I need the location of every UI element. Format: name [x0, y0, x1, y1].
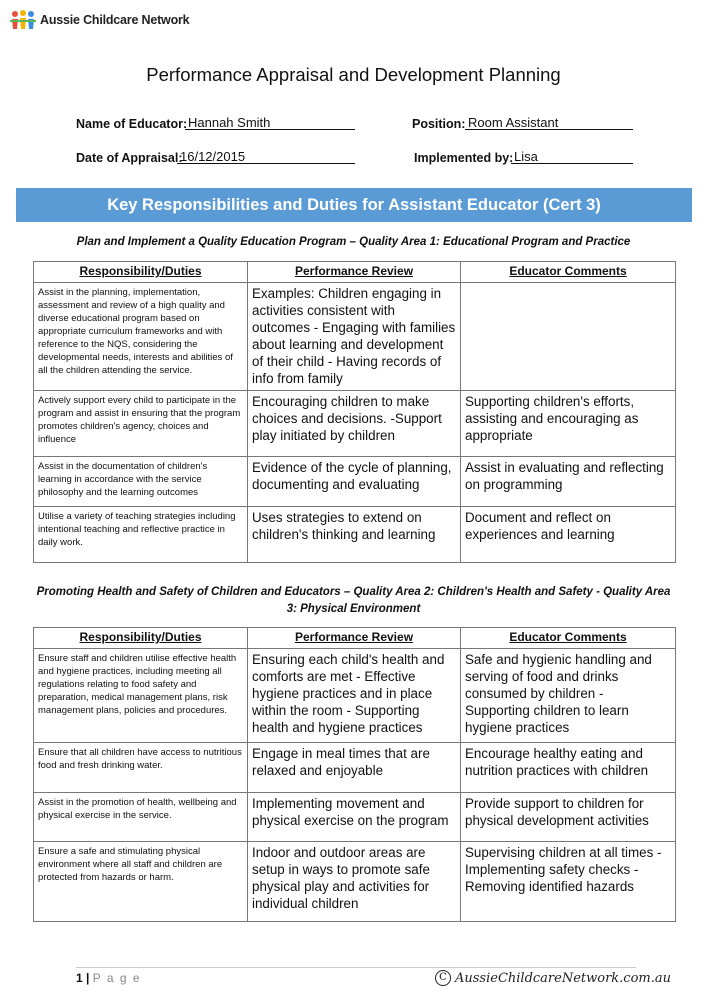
table-row [34, 793, 676, 842]
column-header-responsibility: Responsibility/Duties [34, 262, 248, 283]
page-title: Performance Appraisal and Development Planning [146, 64, 561, 85]
responsibility-cell: Actively support every child to participate in the program and assist in ensuring that the program promotes children's agency, choices and influence [34, 391, 248, 457]
column-header-educator-comments: Educator Comments [461, 628, 676, 649]
responsibilities-table-qa2-3 [33, 627, 676, 922]
educator-name-label: Name of Educator: [76, 117, 188, 131]
review-cell: Encouraging children to make choices and decisions. -Support play initiated by children [248, 391, 461, 457]
table-row [34, 283, 676, 391]
table-row [34, 649, 676, 743]
comments-cell: Supporting children's efforts, assisting and encouraging as appropriate [461, 391, 676, 457]
table-header-row [34, 262, 676, 283]
review-cell: Engage in meal times that are relaxed and enjoyable [248, 743, 461, 793]
page-number: 1 [76, 971, 83, 985]
section-banner: Key Responsibilities and Duties for Assistant Educator (Cert 3) [16, 188, 692, 222]
position-label: Position: [412, 117, 466, 131]
comments-cell: Safe and hygienic handling and serving of food and drinks consumed by children - Supporting children to learn hygiene practices [461, 649, 676, 743]
table-row [34, 743, 676, 793]
responsibility-cell: Assist in the planning, implementation, assessment and review of a high quality and diverse educational program based on appropriate curriculum frameworks and with reference to the NQS, considering the developmental needs, interests and abilities of all the children attending the service. [34, 283, 248, 391]
column-header-performance-review: Performance Review [248, 262, 461, 283]
table-row [34, 391, 676, 457]
review-cell: Implementing movement and physical exercise on the program [248, 793, 461, 842]
table-row [34, 457, 676, 507]
implemented-by-value: Lisa [511, 149, 633, 164]
page-separator: | [86, 971, 90, 985]
educator-name-value: Hannah Smith [185, 115, 355, 130]
review-cell: Indoor and outdoor areas are setup in ways to promote safe physical play and activities for individual children [248, 842, 461, 922]
responsibility-cell: Ensure staff and children utilise effective health and hygiene practices, including meeting all regulations relating to food safety and preparation, medical management plans, risk management plans, policies and procedures. [34, 649, 248, 743]
review-cell: Ensuring each child's health and comforts are met - Effective hygiene practices and in place within the room - Supporting health and hygiene practices [248, 649, 461, 743]
implemented-by-field [414, 149, 538, 165]
section-heading-quality-area-1: Plan and Implement a Quality Education Program – Quality Area 1: Educational Program and Practice [76, 236, 631, 248]
appraisal-date-label: Date of Appraisal: [76, 151, 183, 165]
comments-cell: Document and reflect on experiences and learning [461, 507, 676, 563]
column-header-responsibility: Responsibility/Duties [34, 628, 248, 649]
table-header-row [34, 628, 676, 649]
website-url: AussieChildcareNetwork.com.au [454, 970, 671, 986]
comments-cell: Supervising children at all times - Implementing safety checks - Removing identified hazards [461, 842, 676, 922]
review-cell: Examples: Children engaging in activities consistent with outcomes - Engaging with families about learning and development of their child - Having records of info from family [248, 283, 461, 391]
website-credit [435, 970, 671, 986]
appraisal-date-field [76, 149, 246, 165]
review-cell: Uses strategies to extend on children's thinking and learning [248, 507, 461, 563]
educator-name-field [76, 115, 271, 131]
responsibility-cell: Assist in the promotion of health, wellbeing and physical exercise in the service. [34, 793, 248, 842]
logo [10, 9, 189, 31]
responsibility-cell: Utilise a variety of teaching strategies including intentional teaching and reflective practice in daily work. [34, 507, 248, 563]
column-header-performance-review: Performance Review [248, 628, 461, 649]
review-cell: Evidence of the cycle of planning, documenting and evaluating [248, 457, 461, 507]
implemented-by-label: Implemented by: [414, 151, 514, 165]
footer-divider [76, 967, 636, 968]
responsibility-cell: Ensure that all children have access to nutritious food and fresh drinking water. [34, 743, 248, 793]
position-value: Room Assistant [465, 115, 633, 130]
comments-cell [461, 283, 676, 391]
logo-text: Aussie Childcare Network [40, 13, 190, 27]
comments-cell: Assist in evaluating and reflecting on programming [461, 457, 676, 507]
section-heading-quality-area-2-3: Promoting Health and Safety of Children and Educators – Quality Area 2: Children's Health and Safety - Quality Area 3: Physical Environment [36, 586, 671, 615]
children-logo-icon [10, 9, 36, 31]
comments-cell: Encourage healthy eating and nutrition practices with children [461, 743, 676, 793]
column-header-educator-comments: Educator Comments [461, 262, 676, 283]
table-row [34, 507, 676, 563]
page-footer [76, 971, 141, 985]
table-row [34, 842, 676, 922]
responsibilities-table-qa1 [33, 261, 676, 563]
position-field [412, 115, 559, 131]
appraisal-date-value: 16/12/2015 [177, 149, 355, 164]
responsibility-cell: Assist in the documentation of children's learning in accordance with the service philosophy and the learning outcomes [34, 457, 248, 507]
responsibility-cell: Ensure a safe and stimulating physical environment where all staff and children are protected from hazards or harm. [34, 842, 248, 922]
page-label: P a g e [92, 971, 142, 985]
copyright-icon: C [435, 970, 451, 986]
comments-cell: Provide support to children for physical development activities [461, 793, 676, 842]
